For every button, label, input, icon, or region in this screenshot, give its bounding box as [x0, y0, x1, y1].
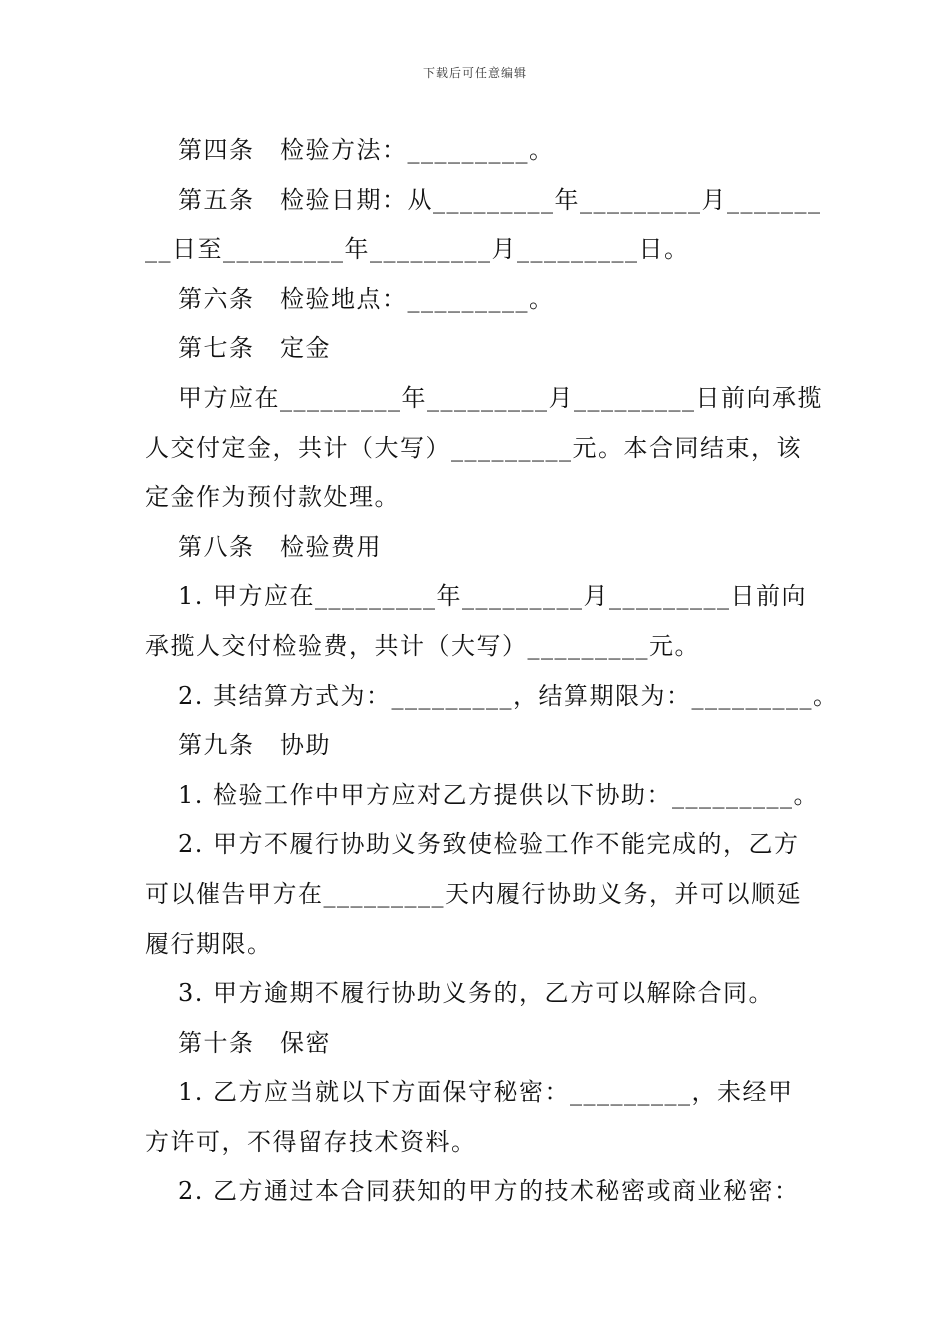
clause-9-heading: 第九条 协助 [178, 731, 331, 760]
clause-8-item-1-line-2: 承揽人交付检验费，共计（大写）_________元。 [145, 631, 700, 660]
clause-8-item-2: 2. 其结算方式为：_________，结算期限为：_________。 [178, 681, 839, 710]
clause-7-para-line-1: 甲方应在_________年_________月_________日前向承揽 [178, 383, 823, 412]
clause-7-heading: 第七条 定金 [178, 334, 331, 363]
document-body [145, 126, 839, 1217]
clause-5-line: 第五条 检验日期：从_________年_________月_______ [178, 185, 822, 214]
clause-10-item-2: 2. 乙方通过本合同获知的甲方的技术秘密或商业秘密： [178, 1177, 800, 1206]
clause-4-line: 第四条 检验方法：_________。 [178, 136, 555, 164]
clause-8-item-1-line-1: 1. 甲方应在_________年_________月_________日前向 [178, 582, 808, 611]
clause-6-line: 第六条 检验地点：_________。 [178, 284, 555, 313]
clause-10-item-1-line-2: 方许可，不得留存技术资料。 [145, 1127, 477, 1156]
clause-7-para-line-3: 定金作为预付款处理。 [145, 483, 400, 512]
clause-9-item-2-line-2: 可以催告甲方在_________天内履行协助义务，并可以顺延 [145, 879, 802, 908]
clause-5-continuation: __日至_________年_________月_________日。 [145, 235, 690, 264]
clause-7-para-line-2: 人交付定金，共计（大写）_________元。本合同结束，该 [145, 433, 802, 462]
clause-9-item-3: 3. 甲方逾期不履行协助义务的，乙方可以解除合同。 [178, 979, 775, 1008]
clause-9-item-2-line-1: 2. 甲方不履行协助义务致使检验工作不能完成的，乙方 [178, 830, 800, 859]
clause-9-item-1: 1. 检验工作中甲方应对乙方提供以下协助：_________。 [178, 780, 820, 809]
page-header: 下载后可任意编辑 [422, 66, 527, 80]
clause-10-item-1-line-1: 1. 乙方应当就以下方面保守秘密：_________，未经甲 [178, 1078, 794, 1107]
clause-8-heading: 第八条 检验费用 [178, 532, 382, 561]
clause-10-heading: 第十条 保密 [178, 1028, 331, 1057]
clause-9-item-2-line-3: 履行期限。 [145, 929, 273, 958]
